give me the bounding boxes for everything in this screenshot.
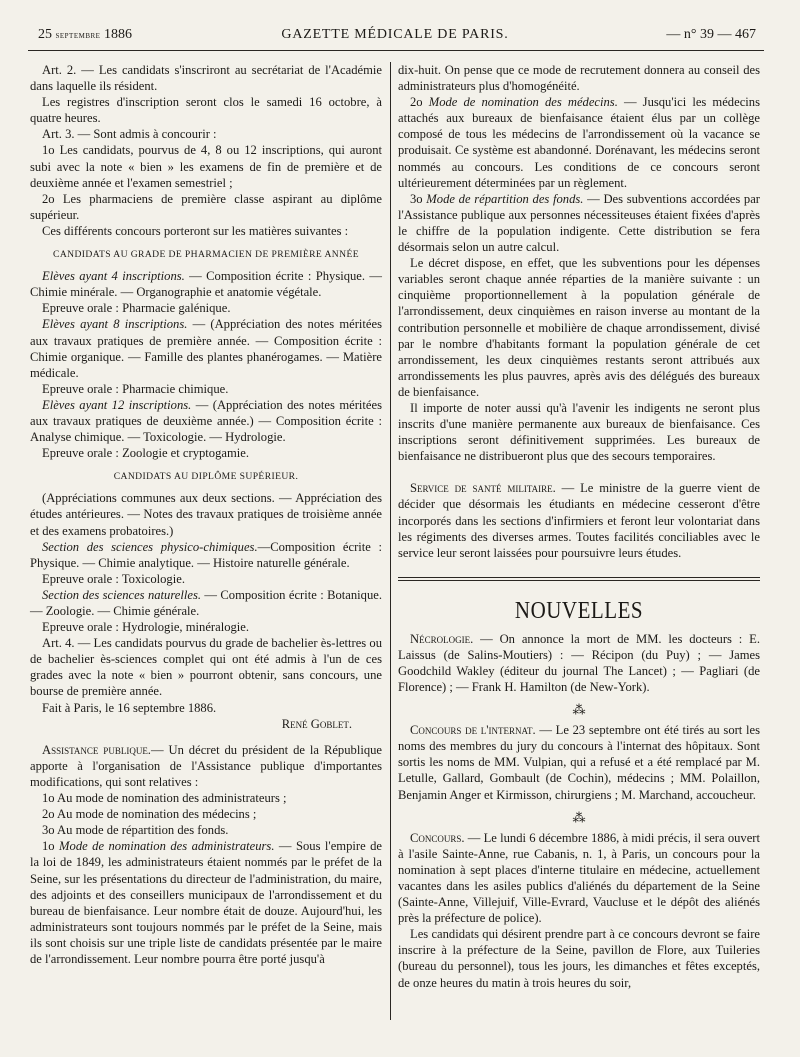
paragraph: Elèves ayant 8 inscriptions. — (Appréciation des notes méritées aux travaux pratiques de première année. — Composition écrite : Chimie organique. — Famille des plantes phanérogames. — Matière médicale.	[30, 317, 382, 380]
paragraph: Ces différents concours porteront sur les matières suivantes :	[42, 223, 349, 238]
paragraph: Epreuve orale : Toxicologie.	[42, 571, 185, 586]
paragraph: 1o Mode de nomination des administrateurs. — Sous l'empire de la loi de 1849, les administrateurs étaient nommés par le préfet de la Seine, sur les présentations du directeur de l'administration, du maire, des adjoints et des conseillers municipaux de l'arrondissement et du bureau de bienfaisance. Leur nombre était de douze. Aujourd'hui, les administrateurs sont toujours nommés par le préfet de la Seine, mais ils sont choisis sur une triple liste de candidats présentée par le maire de l'arrondissement. Leur nombre pourra être porté jusqu'à	[30, 839, 382, 966]
paragraph: Concours. — Le lundi 6 décembre 1886, à midi précis, il sera ouvert à l'asile Sainte-Anne, rue Cabanis, n. 1, à Paris, un concours pour la nomination à sept places d'interne titulaire en médecine, actuellement vacantes dans les asiles publics d'aliénés du département de la Seine (Sainte-Anne, Villejuif, Ville-Evrard, Vaucluse et le dépôt des aliénés près la préfecture de police).	[398, 830, 760, 926]
left-column	[30, 62, 382, 967]
paragraph: Art. 3. — Sont admis à concourir :	[42, 127, 217, 142]
nouvelles-heading: NOUVELLES	[514, 596, 644, 624]
section-rule	[398, 577, 760, 578]
paragraph: Le décret dispose, en effet, que les subventions pour les dépenses variables seront chaque année réparties de la manière suivante : un cinquième proportionnellement à la population générale de l'arrondissement, deux cinquièmes en raison inverse au montant de la contribution personnelle et mobilière de chaque arrondissement, divisé par le nombre d'habitants formant la population générale de cet arrondissement, les deux cinquièmes restants seront attribués aux arrondissements les plus pauvres, après avis des délégués des bureaux de bienfaisance.	[398, 256, 760, 399]
paragraph: Les candidats qui désirent prendre part à ce concours devront se faire inscrire à la préfecture de la Seine, pavillon de Flore, aux Tuileries (bureau du personnel), tous les jours, les dimanches et fêtes exceptés, de onze heures du matin à trois heures du soir,	[398, 927, 760, 990]
paragraph: Il importe de noter aussi qu'à l'avenir les indigents ne seront plus inscrits d'une manière permanente aux bureaux de bienfaisance. Ces inscriptions seront définitivement supprimées. Les bureaux de bienfaisance ne distribueront plus que des secours temporaires.	[398, 400, 760, 464]
column-divider	[390, 62, 391, 1020]
paragraph: Fait à Paris, le 16 septembre 1886.	[42, 700, 217, 715]
paragraph: Elèves ayant 12 inscriptions. — (Appréciation des notes méritées aux travaux pratiques de deuxième année.) — Composition écrite : Analyse chimique. — Toxicologie. — Hydrologie.	[30, 397, 382, 445]
page-number: — n° 39 — 467	[666, 27, 756, 42]
paragraph: Concours de l'internat. — Le 23 septembre ont été tirés au sort les noms des membres du jury du concours à l'internat des hôpitaux. Sont sortis les noms de MM. Vulpian, qui a refusé et a été remplacé par M. Letulle, Gallard, Gombault (de Cochin), médecins ; MM. Polaillon, Benjamin Anger et Kirmisson, chirurgiens ; M. Marchand, accoucheur.	[398, 723, 760, 802]
running-header	[30, 22, 760, 48]
paragraph: dix-huit. On pense que ce mode de recrutement donnera au conseil des administrateurs plus d'homogénéité.	[398, 63, 760, 94]
paragraph: Nécrologie. — On annonce la mort de MM. les docteurs : E. Laissus (de Salins-Moutiers) : — Récipon (du Puy) ; — James Goodchild Wakley (éditeur du journal The Lancet) ; — Pagliari (de Florence) ; — Frank H. Hamilton (de New-York).	[398, 631, 760, 695]
paragraph: 1o Au mode de nomination des administrateurs ;	[42, 791, 287, 806]
signature: René Goblet.	[281, 716, 352, 731]
paragraph: 2o Mode de nomination des médecins. — Jusqu'ici les médecins attachés aux bureaux de bienfaisance étaient élus par un collège composé de tous les médecins de l'arrondissement où la vacance se produisait. Ce système est abandonné. Dorénavant, les médecins seront nommés au concours. Les conditions de ce concours seront ultérieurement déterminées par un règlement.	[398, 95, 760, 190]
paragraph: Epreuve orale : Pharmacie chimique.	[42, 381, 229, 396]
paragraph: Elèves ayant 4 inscriptions. — Composition écrite : Physique. — Chimie minérale. — Organographie et anatomie végétale.	[30, 269, 382, 300]
paragraph: Art. 2. — Les candidats s'inscriront au secrétariat de l'Académie dans laquelle ils résident.	[30, 63, 382, 94]
paragraph: 2o Au mode de nomination des médecins ;	[42, 807, 257, 822]
paragraph: Les registres d'inscription seront clos le samedi 16 octobre, à quatre heures.	[30, 95, 382, 126]
paragraph: 2o Les pharmaciens de première classe aspirant au diplôme supérieur.	[30, 191, 382, 222]
spacer	[30, 732, 382, 742]
paragraph: Assistance publique.— Un décret du président de la République apporte à l'organisation de l'Assistance publique d'importantes modifications, qui sont relatives :	[30, 742, 383, 789]
paragraph: Art. 4. — Les candidats pourvus du grade de bachelier ès-lettres ou de bachelier ès-sciences complet qui ont été admis à l'un de ces grades avec la note « bien » pourront obtenir, sans concours, une bourse de première année.	[30, 636, 382, 699]
header-title: GAZETTE MÉDICALE DE PARIS.	[281, 27, 509, 42]
paragraph: Epreuve orale : Pharmacie galénique.	[42, 301, 231, 316]
section-heading: CANDIDATS AU GRADE DE PHARMACIEN DE PREMIÈRE ANNÉE	[53, 249, 359, 261]
paragraph: 1o Les candidats, pourvus de 4, 8 ou 12 inscriptions, qui auront subi avec la note « bien » les examens de fin de première et de deuxième année et l'examen semestriel ;	[30, 143, 382, 190]
paragraph: Epreuve orale : Hydrologie, minéralogie.	[42, 620, 250, 635]
paragraph: Section des sciences physico-chimiques.—Composition écrite : Physique. — Chimie analytique. — Histoire naturelle générale.	[30, 539, 382, 570]
paragraph: Epreuve orale : Zoologie et cryptogamie.	[42, 446, 250, 461]
paragraph: (Appréciations communes aux deux sections. — Appréciation des études antérieures. — Notes des travaux pratiques de troisième année et des examens probatoires.)	[30, 491, 382, 538]
header-rule	[28, 50, 764, 51]
asterism: ⁂	[572, 702, 586, 718]
section-rule	[398, 580, 760, 581]
paragraph: Service de santé militaire. — Le ministre de la guerre vient de décider que désormais les étudiants en médecine cesseront d'être incorporés dans les sections d'infirmiers et feront leur volontariat dans les régiments des diverses armes. Toutes facilités conciliables avec le service leur seront laissées pour poursuivre leurs études.	[398, 481, 761, 560]
header-date: 25 septembre 1886	[38, 27, 132, 42]
right-column	[398, 62, 760, 991]
paragraph: 3o Au mode de répartition des fonds.	[42, 823, 229, 838]
paragraph: 3o Mode de répartition des fonds. — Des subventions accordées par l'Assistance publique aux personnes nécessiteuses étaient fixées d'après le chiffre de la population indigente. Cette distribution se fera désormais selon un autre calcul.	[398, 191, 760, 255]
spacer	[398, 464, 760, 480]
section-heading: CANDIDATS AU DIPLÔME SUPÉRIEUR.	[113, 471, 299, 483]
paragraph: Section des sciences naturelles. — Composition écrite : Botanique. — Zoologie. — Chimie générale.	[30, 587, 382, 618]
asterism: ⁂	[572, 809, 586, 825]
